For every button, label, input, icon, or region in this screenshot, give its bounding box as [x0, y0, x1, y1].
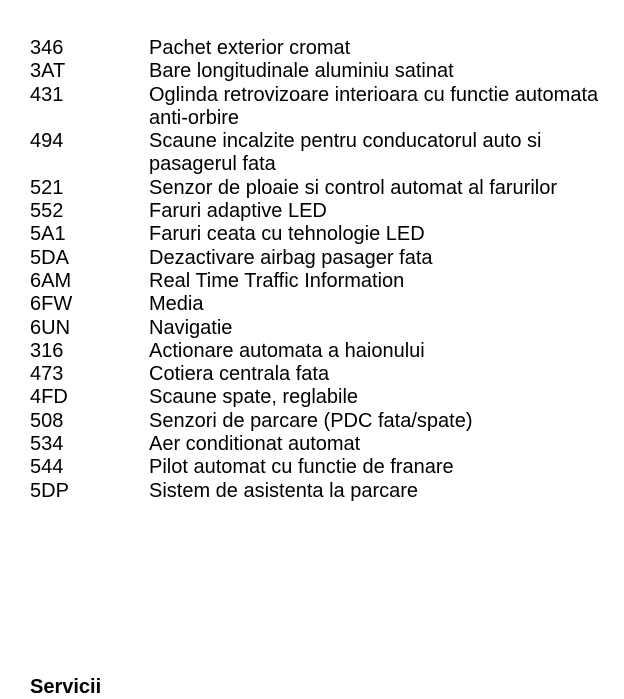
- list-item: [30, 37, 620, 60]
- list-item: [30, 247, 620, 270]
- option-code: 521: [30, 176, 64, 199]
- list-item: [30, 456, 620, 479]
- option-code: 6UN: [30, 316, 71, 339]
- list-item: [30, 480, 620, 503]
- option-code: 431: [30, 83, 64, 106]
- list-item: [30, 60, 620, 83]
- list-item: [30, 84, 620, 131]
- list-item: [30, 340, 620, 363]
- option-code: 544: [30, 456, 64, 479]
- option-description: Senzori de parcare (PDC fata/spate): [149, 409, 473, 432]
- option-code: 534: [30, 433, 64, 456]
- option-description: Real Time Traffic Information: [149, 269, 405, 292]
- option-code: 3AT: [30, 60, 66, 83]
- option-code: 6FW: [30, 293, 73, 316]
- option-description: Media: [149, 293, 204, 316]
- list-item: [30, 270, 620, 293]
- list-item: [30, 410, 620, 433]
- list-item: [30, 130, 620, 177]
- list-item: [30, 433, 620, 456]
- list-item: [30, 363, 620, 386]
- option-code: 508: [30, 409, 64, 432]
- option-description: Faruri ceata cu tehnologie LED: [149, 223, 425, 246]
- options-list: [30, 37, 620, 503]
- option-description: Faruri adaptive LED: [149, 200, 327, 223]
- option-code: 5A1: [30, 223, 66, 246]
- option-code: 5DA: [30, 246, 69, 269]
- option-description: Pachet exterior cromat: [149, 37, 351, 59]
- option-description: Bare longitudinale aluminiu satinat: [149, 60, 454, 83]
- list-item: [30, 200, 620, 223]
- list-item: [30, 293, 620, 316]
- option-description: Actionare automata a haionului: [149, 339, 425, 362]
- option-description: Sistem de asistenta la parcare: [149, 479, 419, 502]
- option-code: 473: [30, 363, 64, 386]
- option-code: 346: [30, 37, 64, 59]
- option-description: Senzor de ploaie si control automat al farurilor: [149, 176, 557, 199]
- option-code: 6AM: [30, 269, 72, 292]
- option-description: Dezactivare airbag pasager fata: [149, 246, 433, 269]
- option-code: 5DP: [30, 479, 69, 502]
- option-description: Aer conditionat automat: [149, 433, 361, 456]
- option-code: 4FD: [30, 386, 68, 409]
- list-item: [30, 317, 620, 340]
- option-code: 494: [30, 130, 64, 153]
- list-item: [30, 223, 620, 246]
- option-description: Scaune spate, reglabile: [149, 386, 359, 409]
- option-description: Navigatie: [149, 316, 233, 339]
- option-code: 316: [30, 339, 64, 362]
- option-description: Pilot automat cu functie de franare: [149, 456, 454, 479]
- list-item: [30, 386, 620, 409]
- list-item: [30, 177, 620, 200]
- option-description: Scaune incalzite pentru conducatorul auto si pasagerul fata: [149, 130, 542, 176]
- option-description: Cotiera centrala fata: [149, 363, 330, 386]
- section-heading: Servicii: [30, 676, 102, 698]
- option-description: Oglinda retrovizoare interioara cu functie automata anti-orbire: [149, 83, 599, 129]
- option-code: 552: [30, 200, 64, 223]
